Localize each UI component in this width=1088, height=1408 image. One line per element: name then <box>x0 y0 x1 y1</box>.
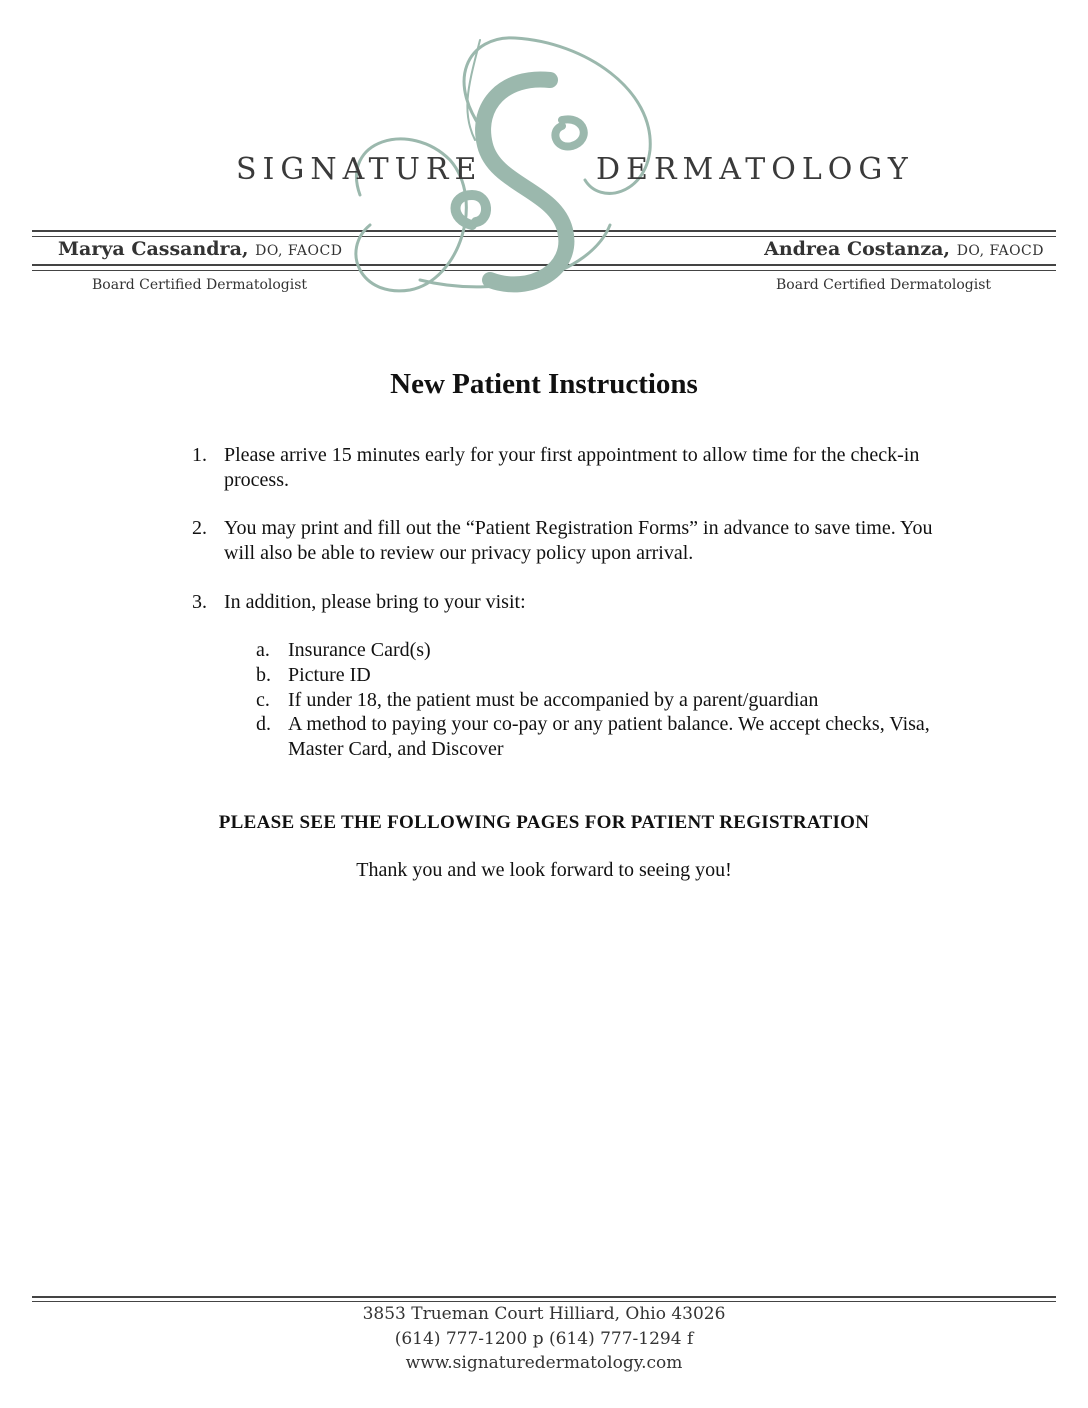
brand-name-left: SIGNATURE <box>236 152 483 187</box>
footer-address: 3853 Trueman Court Hilliard, Ohio 43026 <box>362 1304 726 1324</box>
bring-item-letter: d. <box>256 713 271 735</box>
registration-notice: PLEASE SEE THE FOLLOWING PAGES FOR PATIENT REGISTRATION <box>218 812 870 833</box>
page-title: New Patient Instructions <box>390 368 698 400</box>
bring-item-letter: b. <box>256 664 271 686</box>
doctor-left-name: Marya Cassandra, <box>58 238 249 260</box>
doctor-right <box>764 238 1044 260</box>
doctor-left-title: Board Certified Dermatologist <box>92 277 308 293</box>
item-number: 1. <box>192 444 207 466</box>
doctor-right-title: Board Certified Dermatologist <box>776 277 992 293</box>
bring-item-text: If under 18, the patient must be accompanied by a parent/guardian <box>288 689 819 711</box>
item-text: In addition, please bring to your visit: <box>224 591 526 613</box>
bring-item-text: Insurance Card(s) <box>288 639 431 661</box>
item-number: 2. <box>192 517 207 539</box>
footer-website: www.signaturedermatology.com <box>405 1353 683 1373</box>
closing-line: Thank you and we look forward to seeing you! <box>356 859 732 881</box>
item-number: 3. <box>192 591 207 613</box>
bring-item-letter: c. <box>256 689 270 711</box>
brand-name-right: DERMATOLOGY <box>596 152 914 187</box>
doctor-left-credentials: DO, FAOCD <box>255 243 343 259</box>
bring-item-text: A method to paying your co-pay or any patient balance. We accept checks, Visa, Master Card, and Discover <box>288 713 930 760</box>
doctor-left <box>58 238 342 260</box>
item-text: Please arrive 15 minutes early for your first appointment to allow time for the check-in process. <box>224 444 920 491</box>
bring-item-letter: a. <box>256 639 270 661</box>
doctor-right-name: Andrea Costanza, <box>764 238 951 260</box>
doctor-right-credentials: DO, FAOCD <box>956 243 1044 259</box>
item-text: You may print and fill out the “Patient Registration Forms” in advance to save time. You will also be able to review our privacy policy upon arrival. <box>224 517 933 564</box>
footer-rule-bottom <box>32 1301 1056 1302</box>
bring-item-text: Picture ID <box>288 664 371 686</box>
footer-rule-top <box>32 1296 1056 1298</box>
footer-phone: (614) 777-1200 p (614) 777-1294 f <box>394 1329 694 1349</box>
